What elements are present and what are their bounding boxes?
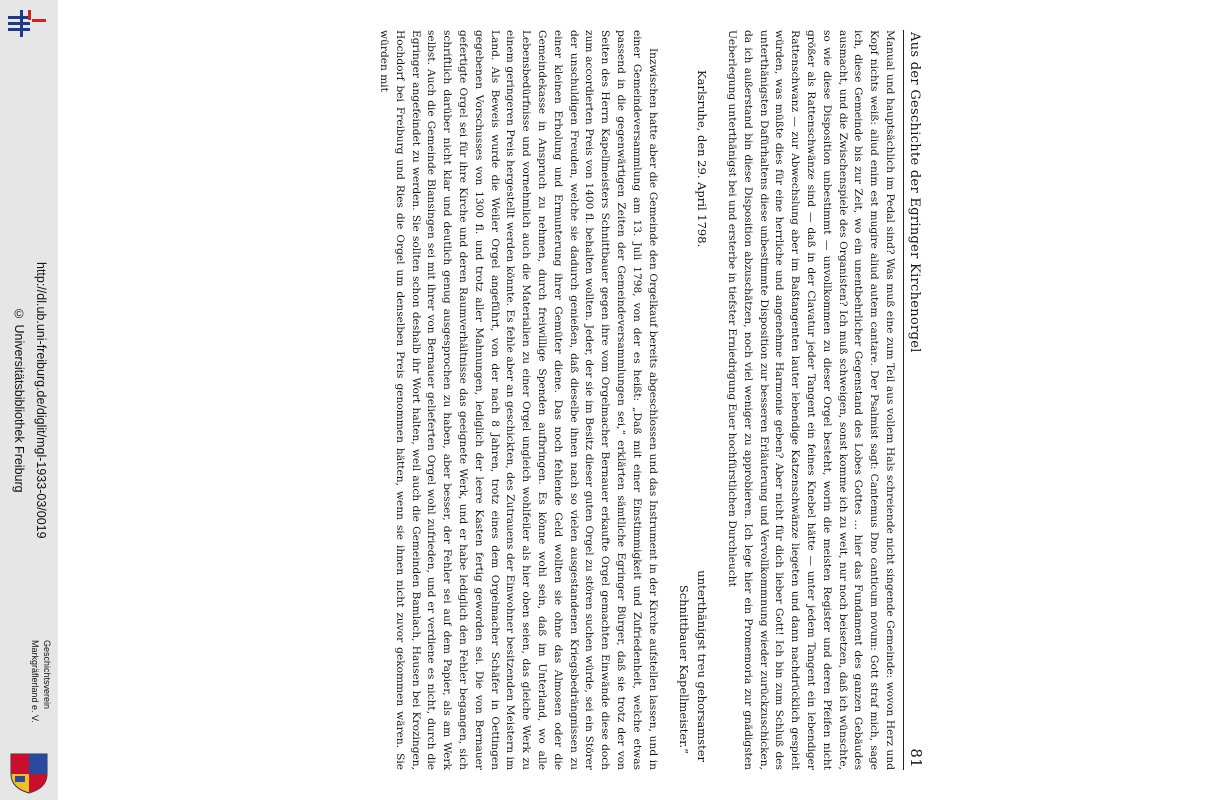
copyright-notice: © Universitätsbibliothek Freiburg	[12, 307, 26, 493]
closing-formula: unterthänigst treu gehorsamster	[695, 570, 710, 762]
page-number: 81	[907, 748, 925, 768]
permalink[interactable]: http://dl.ub.uni-freiburg.de/diglit/mgl-1933-03/0019	[34, 261, 48, 539]
signature: Schnittbauer Kapellmeister.“	[677, 584, 692, 754]
page-header	[903, 30, 925, 770]
letter-closing	[693, 30, 709, 770]
coat-of-arms-icon	[9, 752, 49, 794]
paragraph: Inzwischen hatte aber die Gemeinde den Orgelkauf bereits abgeschlossen und das Instrument in der Kirche aufstellen lassen, und in einer Gemeindeversammlung am 13. Juli 1798, von der es heißt: „Daß mit einer Einstimmigkeit und Zufriedenheit, welche etwas passend in die gegenwärtigen Zeiten der Gemeindeversammlungen sei,“ erklärten sämtliche Egringer Bürger, daß sie trotz der von Seiten des Herrn Kapellmeisters Schnittbauer gegen ihre vom Orgelmacher Bernauer erkaufte Orgel gemachten Einwände diese doch zum accordierten Preis von 1400 fl. behalten wollten. Jeder, der sie im Besitz dieser guten Orgel zu stören suchen würde, sei ein Störer der unschuldigen Freuden, welche sie dadurch genießen, daß dieselbe ihnen nach so vielen ausgestandenen Kriegsbedrängnissen zu einer kleinen Erholung und Ermunterung ihrer Gemüter diene. Das noch fehlende Geld wollten sie ohne das Almosen oder die Gemeindekasse in Anspruch zu nehmen, durch freiwillige Spenden aufbringen. Es könne wohl sein, daß im Unterland, wo alle Lebensbedürfnisse und vornehmlich auch die Materialien zu einer Orgel ungleich wohlfeiler als hier oben seien, das gleiche Werk zu einem geringeren Preis hergestellt werden könnte. Es fehle aber an geschickten, des Zutrauens der Einwohner besitzenden Meistern im Land. Als Beweis wurde die Weiler Orgel angeführt, von der nach 8 Jahren, trotz eines dem Orgelmacher Schäfer in Oettingen gegebenen Vorschusses von 1300 fl. und trotz aller Mahnungen, lediglich der leere Kasten fertig geworden sei. Die von Bernauer gefertigte Orgel sei für ihre Kirche und deren Raumverhältnisse das geeignete Werk, und er habe lediglich den Fehler begangen, sich schriftlich darüber nicht klar und deutlich genug ausgesprochen zu haben, aber besser, der Fehler sei auf dem Papier, als am Werk selbst. Auch die Gemeinde Blansingen sei mit ihrer von Bernauer gelieferten Orgel wohl zufrieden, und er verdiene es nicht, durch die Egringer angefeindet zu werden. Sie sollten schon deshalb ihr Wort halten, weil auch die Gemeinden Bamlach, Hausen bei Krozingen, Hochdorf bei Freiburg und Ries die Orgel um denselben Preis genommen hätten, wenn sie ihnen nicht zuvor gekommen wären. Sie würden mit	[378, 30, 659, 770]
society-line-2: Markgräflerland e. V.	[30, 640, 40, 723]
page-body	[375, 30, 897, 770]
viewer-sidebar	[0, 0, 58, 800]
society-name	[7, 640, 53, 752]
running-head: Aus der Geschichte der Egringer Kirchenorgel	[907, 32, 922, 353]
place-date: Karlsruhe, den 29. April 1798.	[695, 70, 710, 248]
paragraph: Manual und hauptsächlich im Pedal sind? Was muß eine zum Teil aus vollem Hals schreiende nicht singende Gemeinde: wovon Herz und Kopf nichts weiß: aliud enim est mugire aliud autem cantare. Der Psalmist sagt: Cantemus Dno canticum novum: Gott straf mich, sage ich, diese Gemeinde bis zur Zeit, wo ein unentbehrlicher Gegenstand des Lobes Gottes … hier das Fundament des ganzen Gebäudes ausmacht, und die Zwischenspiele des Organisten? Ich muß schweigen, sonst komme ich zu weit, nur noch beisetzen, daß ich wünschte, so wie diese Disposition unbestimmt — unvollkommen zu dieser Orgel besteht, worin die meisten Register und deren Pfeifen nicht größer als Rattenschwänze sind — daß in der Clavatur jeder Tangent ein feines Knebel hätte — unter jedem Tangent ein lebendiger Rattenschwanz — zur Abwechslung aber im Baßtangenten lauter lebendige Katzenschwänze liegeten und dann nachdrücklich gespielt würden, was müßte dies für eine herrliche und angenehme Harmonie geben? Aber nicht für dich lieber Gott! Ich bin zum Schluß des unterthänigsten Dafürhaltens diese unbestimmte Disposition zur besseren Erläuterung und Vervollkommnung wieder zurückzuschicken, da ich außerstand bin diese Disposition abzuschätzen, noch viel weniger zu approbieren. Ich lege hier ein Promemoria zur gnädigsten Ueberlegung unterthänigst bei und ersterbe in tiefster Erniedrigung Euer hochfürstlichen Durchleucht	[726, 30, 896, 770]
scanned-page	[365, 30, 925, 770]
society-line-1: Geschichtsverein	[42, 640, 52, 710]
